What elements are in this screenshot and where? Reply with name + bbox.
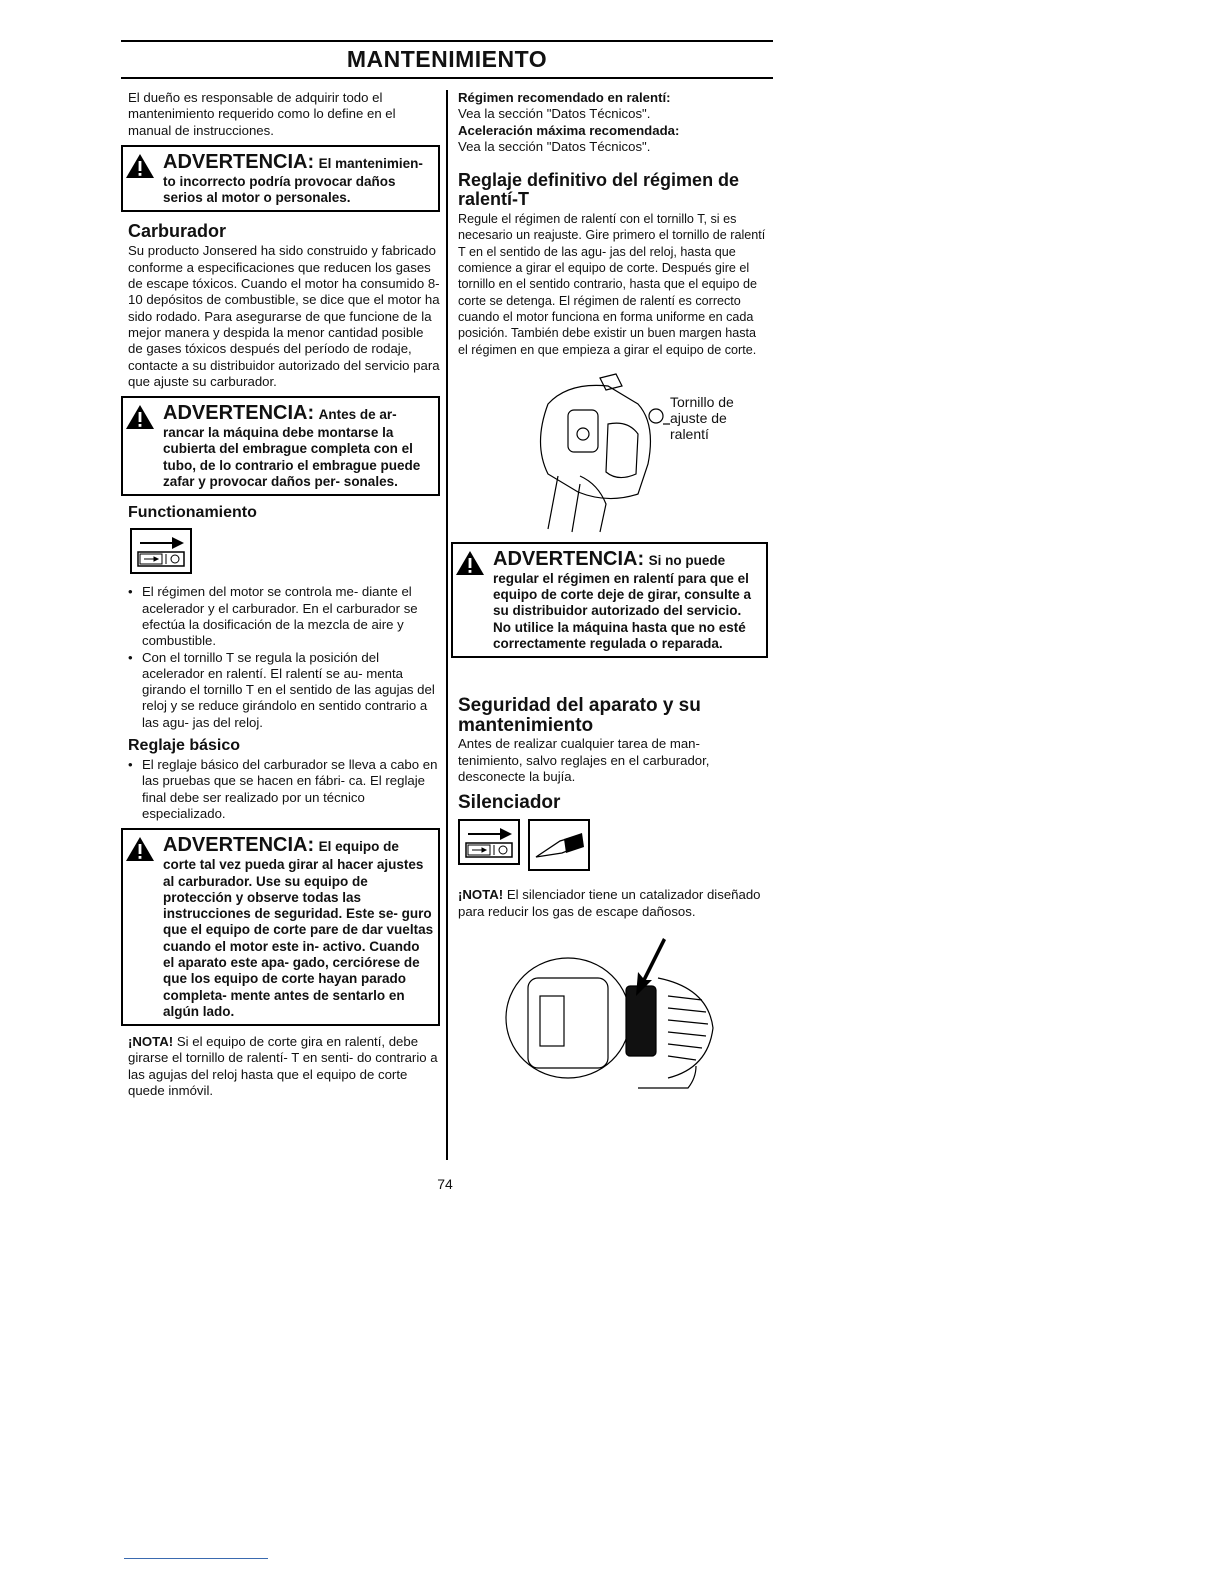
- warning-text: regular el régimen en ralentí para que el equipo de corte deje de girar, consulte a su distribuidor autorizado del servicio. No utilice la máquina hasta que no esté correctamente regulada o reparada.: [493, 570, 752, 652]
- column-divider: [446, 90, 448, 1160]
- header-rule-bottom: [121, 77, 773, 79]
- funcionamiento-list: [128, 584, 440, 731]
- warning-box-clutch: [121, 396, 440, 496]
- section-title-reglaje-basico: Reglaje básico: [128, 737, 241, 755]
- footer-line: [124, 1558, 268, 1559]
- note-text: Si el equipo de corte gira en ralentí, debe girarse el tornillo de ralentí- T en senti- do contrario a las agujas del reloj hasta que el equipo de corte quede inmóvil.: [128, 1034, 438, 1099]
- section-title-silenciador: Silenciador: [458, 792, 561, 814]
- header-rule-top: [121, 40, 773, 42]
- warning-box-idle-adjust: [451, 542, 768, 658]
- warning-text: corte tal vez pueda girar al hacer ajustes al carburador. Use su equipo de protección y observe todas las instrucciones de seguridad. Este se- guro que el equipo de corte pare de dar vueltas cuando el motor este in- activo. Cuando el aparato este apa- gado, cerciórese de que los equipo de corte hayan parado completa- mente antes de sentarlo en algún lado.: [163, 857, 434, 1019]
- idle-speed-label: Régimen recomendado en ralentí:: [458, 90, 671, 105]
- intro-paragraph: El dueño es responsable de adquirir todo el mantenimiento requerido como lo define en el manual de instrucciones.: [128, 90, 396, 138]
- warning-box-cutting-equipment: [121, 828, 440, 1026]
- note-label: ¡NOTA!: [458, 887, 504, 903]
- warning-lead: El mantenimien-: [318, 155, 423, 171]
- brush-symbol-icon: [528, 819, 590, 871]
- warning-label: ADVERTENCIA:: [163, 150, 315, 173]
- warning-text: to incorrecto podría provocar daños serios al motor o personales.: [163, 173, 396, 206]
- warning-lead: Si no puede: [648, 552, 726, 568]
- section-title-seguridad: Seguridad del aparato y su mantenimiento: [458, 695, 701, 737]
- note-paragraph: [128, 1034, 440, 1099]
- section-title-carburador: Carburador: [128, 221, 227, 242]
- carburador-paragraph: Su producto Jonsered ha sido construido y fabricado conforme a especificaciones que reducen los gases de escape tóxicos. Cuando el motor ha consumido 8-10 depósitos de combustible, se dice que el motor ha sido rodado. Para asegurarse de que funcione de la mejor manera y despida la menor cantidad posible de gases tóxicos después del período de rodaje, contacte a su distribuidor autorizado del servicio para que ajuste su carburador.: [128, 243, 440, 389]
- muffler-note-paragraph: [458, 887, 768, 920]
- engine-muffler-drawing: [488, 938, 728, 1098]
- warning-lead: Antes de ar-: [318, 407, 397, 423]
- reglaje-basico-list: [128, 757, 440, 822]
- max-speed-label: Aceleración máxima recomendada:: [458, 122, 680, 138]
- warning-box-maintenance: [121, 145, 440, 213]
- page-number: 74: [437, 1176, 453, 1192]
- list-item: • Con el tornillo T se regula la posición del acelerador en ralentí. El ralentí se au- menta girando el tornillo T en el sentido de las agujas del reloj y se reduce girándolo en sentido contrario a las agu- jas del reloj.: [128, 650, 440, 731]
- warning-text: rancar la máquina debe montarse la cubierta del embrague completa con el tubo, de lo contrario el embrague puede zafar y provocar daños per- sonales.: [163, 425, 421, 490]
- list-item: • El reglaje básico del carburador se lleva a cabo en las pruebas que se hacen en fábri- ca. El reglaje final debe ser realizado por un técnico especializado.: [128, 757, 440, 822]
- warning-label: ADVERTENCIA:: [493, 547, 645, 570]
- idle-screw-label: Tornillo de ajuste de ralentí: [670, 393, 734, 443]
- warning-triangle-icon: [455, 550, 485, 576]
- warning-label: ADVERTENCIA:: [163, 834, 315, 857]
- right-column: [458, 90, 768, 1098]
- seguridad-paragraph: Antes de realizar cualquier tarea de man- tenimiento, salvo reglajes en el carburador, desconecte la bujía.: [458, 736, 710, 784]
- note-label: ¡NOTA!: [128, 1034, 174, 1050]
- reglaje-definitivo-paragraph: Regule el régimen de ralentí con el tornillo T, si es necesario un reajuste. Gire primero el tornillo de ralentí T en el sentido de las agu- jas del reloj, hasta que comience a girar el equipo de corte. Después gire el tornillo en el sentido contrario, hasta que el equipo de corte se detenga. El régimen de ralentí es correcto cuando el motor funciona en forma uniforme en cada posición. También debe existir un buen margen hasta el régimen en que empieza a girar el equipo de corte.: [458, 212, 766, 357]
- warning-lead: El equipo de: [318, 839, 399, 855]
- idle-speed-text: Vea la sección "Datos Técnicos".: [458, 106, 651, 122]
- section-title-funcionamiento: Functionamiento: [128, 504, 257, 522]
- throttle-symbol-icon: [458, 819, 520, 865]
- throttle-symbol-icon: [130, 528, 192, 574]
- carburetor-drawing: [488, 364, 698, 534]
- carburetor-figure: [458, 364, 768, 534]
- warning-triangle-icon: [125, 404, 155, 430]
- section-title-reglaje-definitivo: Reglaje definitivo del régimen de ralentí-T: [458, 170, 740, 210]
- muffler-symbols: [458, 819, 768, 873]
- warning-triangle-icon: [125, 153, 155, 179]
- note-text: El silenciador tiene un catalizador diseñado para reducir los gas de escape dañosos.: [458, 887, 761, 919]
- max-speed-text: Vea la sección "Datos Técnicos".: [458, 138, 651, 154]
- page-title: MANTENIMIENTO: [346, 46, 548, 72]
- warning-triangle-icon: [125, 836, 155, 862]
- list-item: • El régimen del motor se controla me- diante el acelerador y el carburador. En el carburador se efectúa la dosificación de la mezcla de aire y combustible.: [128, 584, 440, 649]
- warning-label: ADVERTENCIA:: [163, 402, 315, 425]
- left-column: [128, 90, 440, 1099]
